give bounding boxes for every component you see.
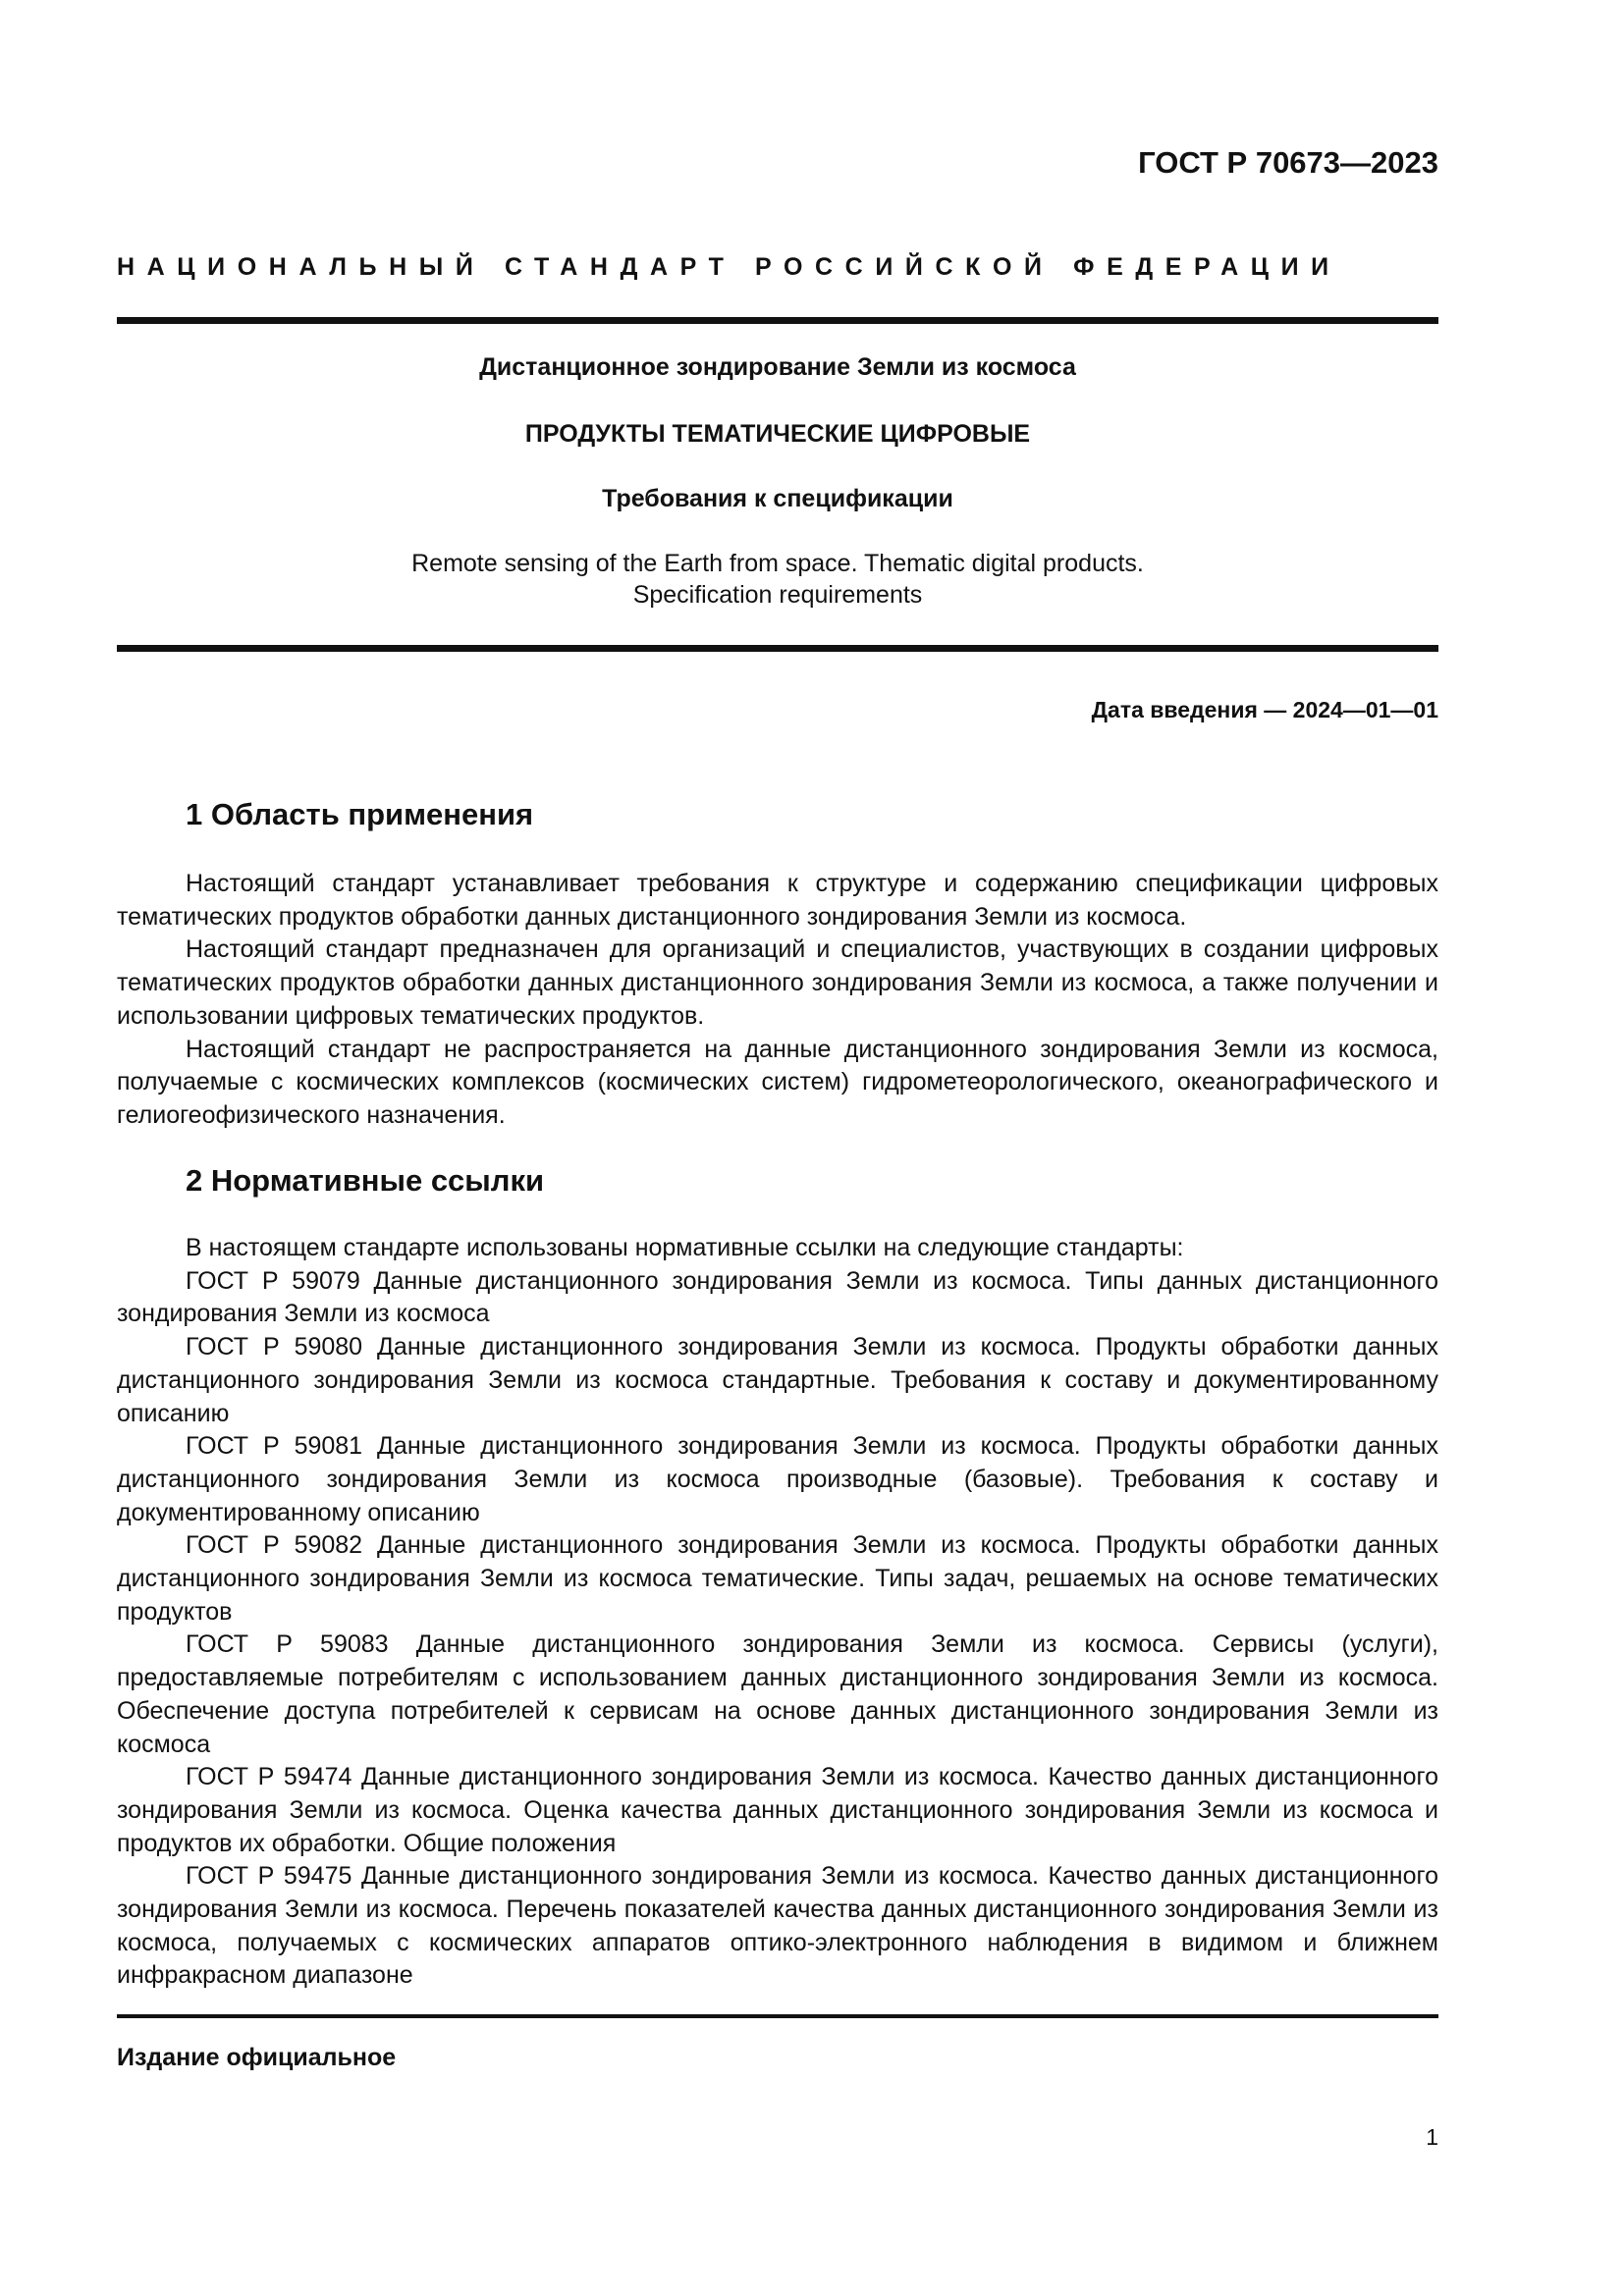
official-edition-label: Издание официальное xyxy=(117,2044,397,2071)
document-number: ГОСТ Р 70673—2023 xyxy=(1138,145,1438,180)
national-standard-title: НАЦИОНАЛЬНЫЙ СТАНДАРТ РОССИЙСКОЙ ФЕДЕРАЦИИ xyxy=(117,253,1341,281)
reference-item: ГОСТ Р 59475 Данные дистанционного зондирования Земли из космоса. Качество данных дистанционного зондирования Земли из космоса. Перечень показателей качества данных дистанционного зондирования Земли из космоса, получаемых с космических аппаратов оптико-электронного наблюдения в видимом и ближнем инфракрасном диапазоне xyxy=(117,1862,1438,1990)
footer-divider xyxy=(117,2014,1438,2018)
title-subject: Дистанционное зондирование Земли из космоса xyxy=(479,353,1076,381)
english-title-line-2: Specification requirements xyxy=(632,581,923,609)
reference-item: ГОСТ Р 59082 Данные дистанционного зондирования Земли из космоса. Продукты обработки данных дистанционного зондирования Земли из космоса тематические. Типы задач, решаемых на основе тематических продуктов xyxy=(117,1531,1438,1626)
section-heading: 1 Область применения xyxy=(186,797,534,831)
section-body xyxy=(117,868,1438,1133)
title-main: ПРОДУКТЫ ТЕМАТИЧЕСКИЕ ЦИФРОВЫЕ xyxy=(524,420,1031,448)
page-number: 1 xyxy=(1426,2124,1438,2150)
reference-item: ГОСТ Р 59081 Данные дистанционного зондирования Земли из космоса. Продукты обработки данных дистанционного зондирования Земли из космоса производные (базовые). Требования к составу и документированному описанию xyxy=(117,1432,1438,1526)
section-body xyxy=(117,1232,1438,1993)
paragraph: Настоящий стандарт предназначен для организаций и специалистов, участвующих в создании цифровых тематических продуктов обработки данных дистанционного зондирования Земли из космоса, а также получении и использовании цифровых тематических продуктов. xyxy=(117,935,1438,1030)
document-page xyxy=(117,0,1438,2296)
top-divider xyxy=(117,317,1438,324)
section-scope xyxy=(117,797,1438,1133)
reference-item: ГОСТ Р 59080 Данные дистанционного зондирования Земли из космоса. Продукты обработки данных дистанционного зондирования Земли из космоса стандартные. Требования к составу и документированному описанию xyxy=(117,1333,1438,1427)
reference-item: ГОСТ Р 59083 Данные дистанционного зондирования Земли из космоса. Сервисы (услуги), предоставляемые потребителям с использованием данных дистанционного зондирования Земли из космоса. Обеспечение доступа потребителей к сервисам на основе данных дистанционного зондирования Земли из космоса xyxy=(117,1630,1438,1758)
paragraph: В настоящем стандарте использованы нормативные ссылки на следующие стандарты: xyxy=(186,1234,1184,1261)
title-subtitle: Требования к спецификации xyxy=(602,485,953,512)
paragraph: Настоящий стандарт не распространяется на данные дистанционного зондирования Земли из космоса, получаемые с космических комплексов (космических систем) гидрометеорологического, океанографического и гелиогеофизического назначения. xyxy=(117,1035,1438,1129)
english-title xyxy=(117,548,1438,611)
introduction-date: Дата введения — 2024—01—01 xyxy=(1091,697,1438,722)
reference-item: ГОСТ Р 59079 Данные дистанционного зондирования Земли из космоса. Типы данных дистанционного зондирования Земли из космоса xyxy=(117,1266,1438,1328)
section-normative-references xyxy=(117,1163,1438,1993)
paragraph: Настоящий стандарт устанавливает требования к структуре и содержанию спецификации цифровых тематических продуктов обработки данных дистанционного зондирования Земли из космоса. xyxy=(117,870,1438,931)
reference-item: ГОСТ Р 59474 Данные дистанционного зондирования Земли из космоса. Качество данных дистанционного зондирования Земли из космоса. Оценка качества данных дистанционного зондирования Земли из космоса и продуктов их обработки. Общие положения xyxy=(117,1763,1438,1857)
english-title-line-1: Remote sensing of the Earth from space. Thematic digital products. xyxy=(411,550,1144,577)
title-divider xyxy=(117,645,1438,652)
section-heading: 2 Нормативные ссылки xyxy=(186,1163,545,1198)
